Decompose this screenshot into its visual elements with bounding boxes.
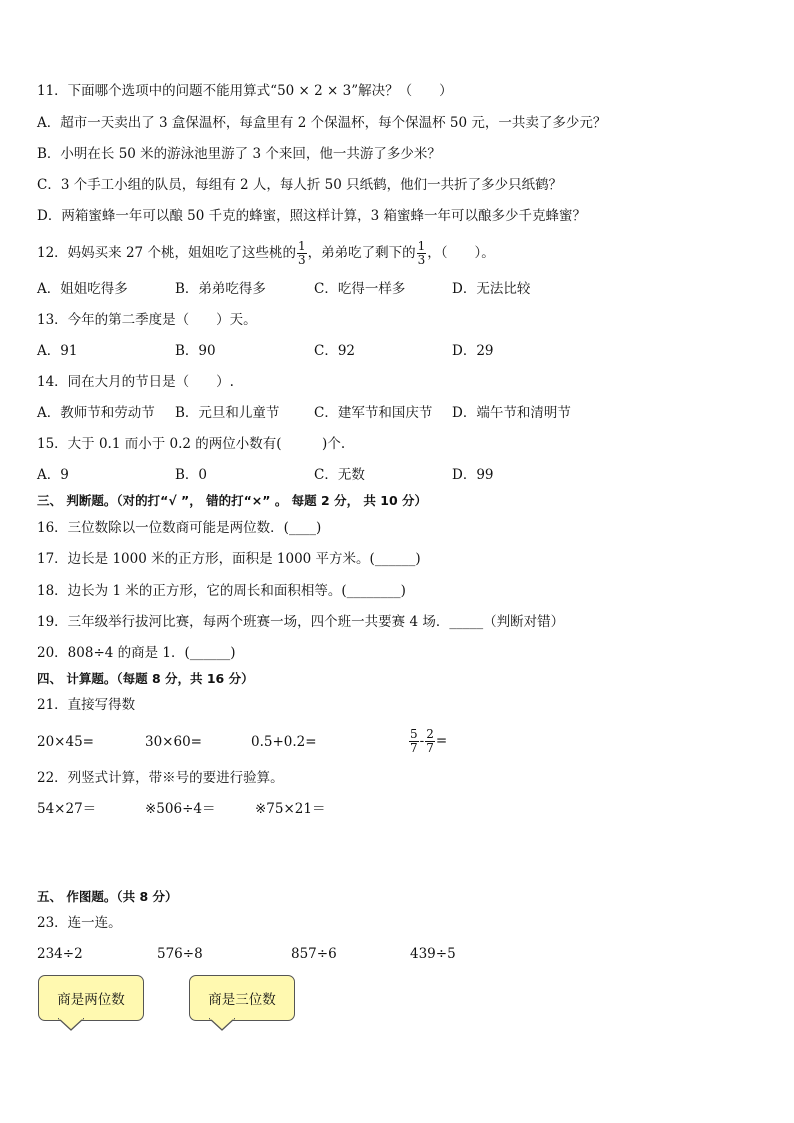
q22-item-2: ※506÷4＝ <box>145 801 216 817</box>
q13-option-b: B．90 <box>175 343 216 359</box>
q12-text-3: ，（ ）。 <box>427 245 495 261</box>
q21-fraction-2 <box>425 728 435 755</box>
fraction-denominator: 7 <box>426 741 434 755</box>
q21-item-1: 20×45= <box>37 734 94 750</box>
q13-stem: 13．今年的第二季度是（ ）天。 <box>37 312 257 328</box>
q12-option-a: A．姐姐吃得多 <box>37 281 128 297</box>
q22-item-3: ※75×21＝ <box>255 801 326 817</box>
q14-option-d: D．端午节和清明节 <box>452 405 571 421</box>
q23-item-4: 439÷5 <box>410 946 456 962</box>
callout-box: 商是两位数 <box>38 975 144 1021</box>
q15-stem: 15．大于 0.1 而小于 0.2 的两位小数有( )个. <box>37 436 346 452</box>
q15-option-c: C．无数 <box>314 467 365 483</box>
fraction-numerator: 2 <box>426 727 434 741</box>
q12-option-b: B．弟弟吃得多 <box>175 281 266 297</box>
q12-option-c: C．吃得一样多 <box>314 281 406 297</box>
q23-stem: 23．连一连。 <box>37 915 122 931</box>
callout-pointer-icon <box>209 1018 235 1031</box>
section-3-heading: 三、 判断题。（对的打“√ ”， 错的打“×” 。 每题 2 分， 共 10 分） <box>37 493 428 508</box>
q20: 20．808÷4 的商是 1．(______) <box>37 645 236 661</box>
fraction-numerator: 5 <box>410 727 418 741</box>
fraction-denominator: 3 <box>417 253 426 267</box>
q13-option-c: C．92 <box>314 343 356 359</box>
section-4-heading: 四、 计算题。（每题 8 分，共 16 分） <box>37 671 254 686</box>
q14-option-c: C．建军节和国庆节 <box>314 405 433 421</box>
callout-pointer-icon <box>58 1018 84 1031</box>
q12-text-1: 12．妈妈买来 27 个桃，姐姐吃了这些桃的 <box>37 245 296 261</box>
q18: 18．边长为 1 米的正方形，它的周长和面积相等。(________) <box>37 583 406 599</box>
q21-item-4 <box>408 724 447 758</box>
callout-box: 商是三位数 <box>189 975 295 1021</box>
callout-two-digit-quotient[interactable] <box>38 975 144 1021</box>
equals-sign: = <box>435 733 448 749</box>
q19: 19．三年级举行拔河比赛，每两个班赛一场，四个班一共要赛 4 场．_____（判断对错） <box>37 614 565 630</box>
q23-item-3: 857÷6 <box>291 946 337 962</box>
q11-stem: 11．下面哪个选项中的问题不能用算式“50 × 2 × 3”解决？（ ） <box>37 83 453 99</box>
fraction-denominator: 3 <box>297 253 306 267</box>
q11-option-d: D．两箱蜜蜂一年可以酿 50 千克的蜂蜜，照这样计算，3 箱蜜蜂一年可以酿多少千克蜂蜜？ <box>37 208 586 224</box>
fraction-numerator: 1 <box>417 239 426 253</box>
q16: 16．三位数除以一位数商可能是两位数．(____) <box>37 520 322 536</box>
q22-stem: 22．列竖式计算，带※号的要进行验算。 <box>37 770 284 786</box>
q23-item-2: 576÷8 <box>157 946 203 962</box>
q12-fraction-2 <box>417 240 427 267</box>
q12-fraction-1 <box>297 240 307 267</box>
q21-item-2: 30×60= <box>145 734 202 750</box>
q12-stem <box>37 236 495 270</box>
q11-option-c: C．3 个手工小组的队员，每组有 2 人，每人折 50 只纸鹤，他们一共折了多少只纸鹤？ <box>37 177 563 193</box>
q14-stem: 14．同在大月的节日是（ ）. <box>37 374 234 390</box>
q13-option-d: D．29 <box>452 343 494 359</box>
section-5-heading: 五、 作图题。（共 8 分） <box>37 889 178 904</box>
q13-option-a: A．91 <box>37 343 78 359</box>
q11-option-a: A．超市一天卖出了 3 盒保温杯，每盒里有 2 个保温杯，每个保温杯 50 元，一共卖了多少元？ <box>37 115 607 131</box>
q21-stem: 21．直接写得数 <box>37 697 136 713</box>
q12-option-d: D．无法比较 <box>452 281 531 297</box>
q14-option-a: A．教师节和劳动节 <box>37 405 155 421</box>
q12-text-2: ，弟弟吃了剩下的 <box>307 245 416 261</box>
q15-option-b: B．0 <box>175 467 208 483</box>
fraction-numerator: 1 <box>297 239 306 253</box>
minus-sign: - <box>419 733 425 749</box>
fraction-denominator: 7 <box>410 741 418 755</box>
q21-item-3: 0.5+0.2= <box>251 734 317 750</box>
q11-option-b: B．小明在长 50 米的游泳池里游了 3 个来回，他一共游了多少米？ <box>37 146 441 162</box>
q22-item-1: 54×27＝ <box>37 801 97 817</box>
q21-fraction-1 <box>409 728 419 755</box>
q23-item-1: 234÷2 <box>37 946 83 962</box>
q15-option-a: A．9 <box>37 467 69 483</box>
q17: 17．边长是 1000 米的正方形，面积是 1000 平方米。(______) <box>37 551 421 567</box>
q14-option-b: B．元旦和儿童节 <box>175 405 280 421</box>
q15-option-d: D．99 <box>452 467 494 483</box>
callout-three-digit-quotient[interactable] <box>189 975 295 1021</box>
